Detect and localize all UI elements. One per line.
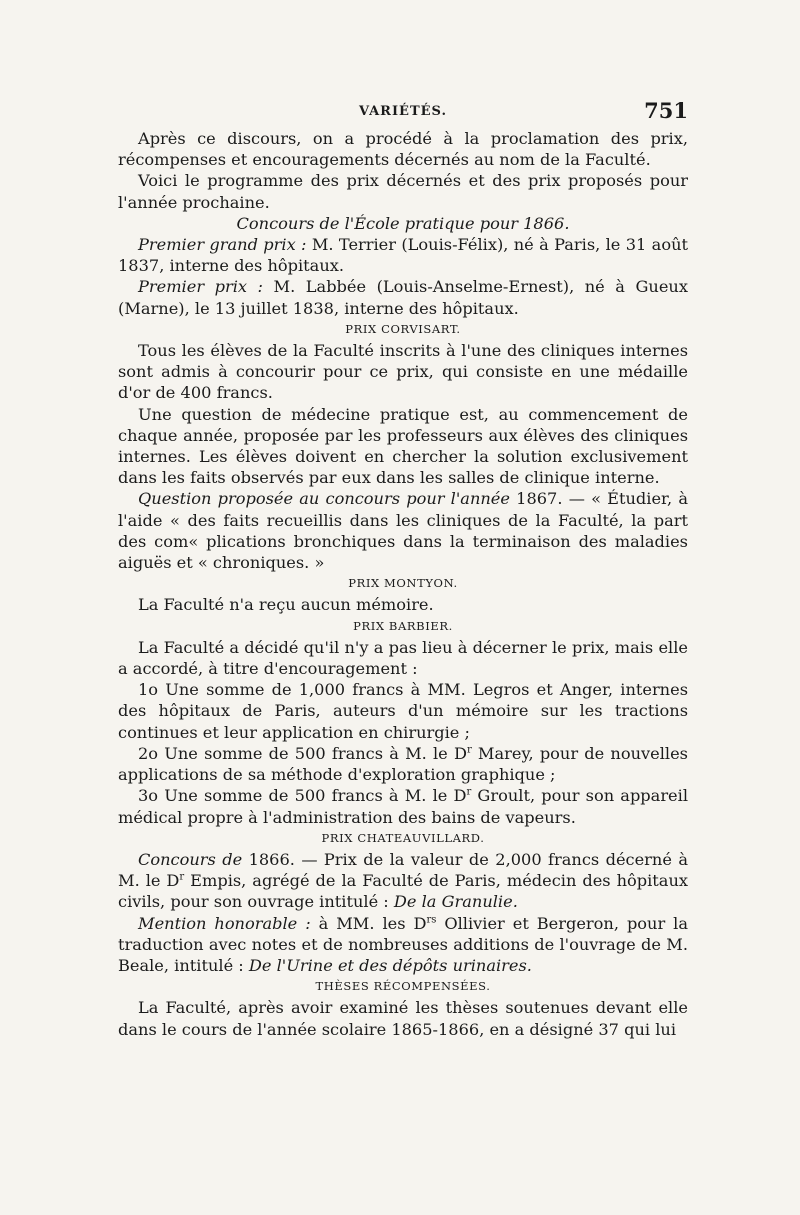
grand-prix-text: M. Terrier (Louis-Félix), né à Paris, le 31 août 1837, interne des hôpitaux. [118,235,689,276]
concours-title: Concours de l'École pratique pour 1866. [236,213,570,233]
question-year: 1867. [509,489,569,509]
paragraph-corvisart-1: Tous les élèves de la Faculté inscrits à l'une des cliniques internes sont admis à concourir pour ce prix, qui consiste en une médaille d'or de 400 francs. [118,341,688,403]
paragraph-barbier-4 [118,785,688,827]
section-heading-barbier: PRIX BARBIER. [353,618,453,633]
paragraph-barbier-1: La Faculté a décidé qu'il n'y a pas lieu à décerner le prix, mais elle a accordé, à titre d'encouragement : [118,637,688,679]
chateau-text-a: — Prix de la valeur de 2,000 francs décerné à M. le D [118,849,688,891]
paragraph-premier-prix [118,276,688,318]
barbier-3-text-b: Marey, pour de nouvelles applications de sa méthode d'exploration graphique ; [118,743,688,785]
page-number: 751 [644,98,688,123]
barbier-4-sup: r [466,786,472,798]
grand-prix-label: Premier grand prix : [138,235,307,255]
chateau-year: 1866. [242,849,302,869]
paragraph-programme: Voici le programme des prix décernés et des prix proposés pour l'année prochaine. [118,171,688,212]
paragraph-intro: Après ce discours, on a procédé à la proclamation des prix, récompenses et encouragements décernés au nom de la Faculté. [118,129,688,170]
section-heading-corvisart: PRIX CORVISART. [345,321,461,336]
paragraph-mention [118,913,688,977]
section-heading-theses: THÈSES RÉCOMPENSÉES. [315,979,491,994]
mention-text-a: à MM. les D [310,913,427,933]
premier-prix-text: M. Labbée (Louis-Anselme-Ernest), né à Gueux (Marne), le 13 juillet 1838, interne des hôpitaux. [118,277,688,318]
section-heading-chateauvillard: PRIX CHATEAUVILLARD. [321,830,485,845]
premier-prix-label: Premier prix : [138,277,263,297]
paragraph-theses: La Faculté, après avoir examiné les thèses soutenues devant elle dans le cours de l'année scolaire 1865-1866, en a désigné 37 qui lui [118,998,688,1039]
paragraph-chateauvillard [118,849,688,913]
running-head: VARIÉTÉS. [359,104,447,119]
mention-text-b: Ollivier et Bergeron, pour la traduction avec notes et de nombreuses additions de l'ouvrage de M. Beale, intitulé : [118,913,688,975]
page-body [118,128,688,1040]
question-label: Question proposée au concours pour l'année [138,489,510,509]
chateau-text-b: Empis, agrégé de la Faculté de Paris, médecin des hôpitaux civils, pour son ouvrage intitulé : [118,871,688,912]
mention-label: Mention honorable : [138,913,311,933]
mention-title: De l'Urine et des dépôts urinaires. [248,955,532,975]
barbier-4-text-a: 3o Une somme de 500 francs à M. le D [138,786,467,806]
paragraph-corvisart-2: Une question de médecine pratique est, au commencement de chaque année, proposée par les professeurs aux élèves des cliniques internes. Les élèves doivent en chercher la solution exclusivement dans les faits observés par eux dans les salles de clinique interne. [118,404,688,488]
paragraph-barbier-2: 1o Une somme de 1,000 francs à MM. Legros et Anger, internes des hôpitaux de Paris, auteurs d'un mémoire sur les tractions continues et leur application en chirurgie ; [118,680,688,742]
mention-sup: rs [426,914,437,926]
paragraph-grand-prix [118,234,688,276]
paragraph-montyon: La Faculté n'a reçu aucun mémoire. [138,595,434,615]
section-heading-montyon: PRIX MONTYON. [348,576,458,591]
barbier-3-sup: r [466,744,472,756]
chateau-title: De la Granulie. [393,892,518,912]
chateau-sup: r [179,871,185,883]
page-header [118,98,688,128]
barbier-4-text-b: Groult, pour son appareil médical propre à l'administration des bains de vapeurs. [118,786,688,827]
chateau-label: Concours de [138,849,243,869]
question-text: — « Étudier, à l'aide « des faits recueillis dans les cliniques de la Faculté, la part des com« plications bronchiques dans la terminaison des maladies aiguës et « chroniques. » [118,489,688,573]
paragraph-question [118,488,688,573]
barbier-3-text-a: 2o Une somme de 500 francs à M. le D [138,743,467,763]
paragraph-barbier-3 [118,743,688,785]
